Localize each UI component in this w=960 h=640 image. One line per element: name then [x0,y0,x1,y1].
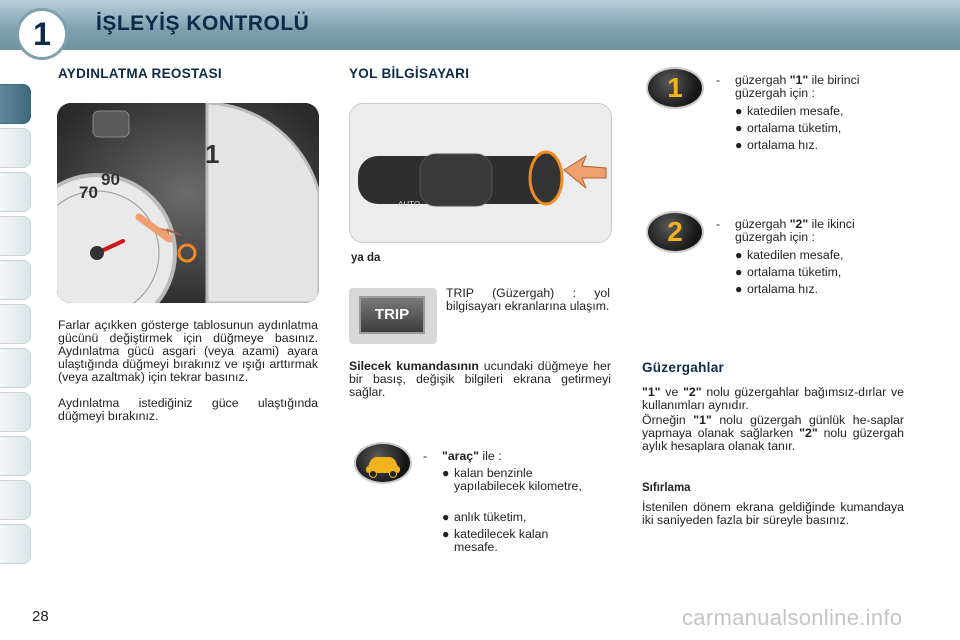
section-heading-trips: Güzergahlar [642,360,725,375]
bullet-icon: ● [442,510,450,524]
trip-1-pre: güzergah [735,73,790,87]
section-heading-trip-computer: YOL BİLGİSAYARI [349,66,470,81]
list-item [735,283,818,296]
list-item-text: anlık tüketim, [454,510,527,524]
vehicle-heading [442,450,502,463]
bullet-icon: ● [442,466,450,480]
list-item-text: ortalama hız. [747,138,819,152]
page-header [0,0,960,50]
list-item-text: ortalama tüketim, [747,121,842,135]
trip-2-dash: - [716,217,721,231]
trips-p2-mid: nolu güzergah günlük he-saplar yapmaya olanak sağlarken [642,413,904,440]
list-item-text: ortalama tüketim, [747,265,842,279]
vehicle-icon [354,442,412,484]
bullet-icon: ● [735,138,743,152]
trip-1-heading [735,74,905,100]
list-item [735,266,841,279]
list-item [735,139,818,152]
trip-2-icon-number: 2 [667,216,683,247]
bullet-icon: ● [735,282,743,296]
vehicle-dash: - [423,449,428,463]
trip-2-pre: güzergah [735,217,790,231]
wiper-button-rest: ucundaki düğmeye her bir basış, değişik bilgileri ekrana getirmeyi sağlar. [349,359,611,399]
vehicle-heading-bold: "araç" [442,449,479,463]
list-item [735,249,843,262]
list-item-text: katedilecek kalan mesafe. [454,527,549,554]
bullet-icon: ● [735,121,743,135]
trip-2-bold: "2" [789,217,809,231]
bullet-icon: ● [735,104,743,118]
side-tab-active[interactable] [0,84,31,124]
trip-description: TRIP (Güzergah) : yol bilgisayarı ekranlarına ulaşım. [446,286,610,313]
list-item-text: kalan benzinle yapılabilecek kilometre, [454,466,582,493]
instrument-panel-illustration [57,103,319,303]
chapter-number-badge: 1 [16,8,68,60]
trips-p2-rest: nolu güzergah aylık hesaplara olanak tanır. [642,426,905,453]
list-item [735,122,841,135]
wiper-stalk-image [349,103,612,243]
rheostat-paragraph-1: Farlar açıkken gösterge tablosunun aydınlatma gücünü değiştirmek için düğmeye basınız. Aydınlatma gücü asgari (veya azami) ayara ulaştığında düğmeyi bırakınız ve ışığı arttırmak (veya azaltmak) için tekrar basınız. [58,318,318,384]
list-item-text: katedilen mesafe, [747,104,844,118]
list-item [442,528,592,554]
trip-1-post: ile birinci güzergah için : [735,73,860,100]
side-tab[interactable] [0,304,31,344]
side-tab-strip [0,66,34,576]
side-tab[interactable] [0,172,31,212]
trips-p1-rest: nolu güzergahlar bağımsız-dırlar ve kullanımları aynıdır. [642,385,904,412]
trips-p2-bold-1: "1" [693,413,712,427]
instrument-panel-image [57,103,319,303]
trip-button-image [349,288,437,344]
side-tab[interactable] [0,480,31,520]
trips-p1-bold-2: "2" [683,385,702,399]
gauge-label: 1 [205,139,220,169]
trip-1-icon-number: 1 [667,72,683,103]
watermark: carmanualsonline.info [682,605,903,630]
rheostat-paragraph-2: Aydınlatma istediğiniz güce ulaştığında düğmeyi bırakınız. [58,396,318,423]
trips-p1-bold-1: "1" [642,385,661,399]
reset-paragraph: İstenilen dönem ekrana geldiğinde kumandaya iki saniyeden fazla bir süreyle basınız. [642,500,904,527]
car-icon [356,444,410,482]
list-item [442,511,592,524]
gauge-label: 90 [101,170,120,189]
wiper-button-bold: Silecek kumandasının [349,359,479,373]
trip-1-dash: - [716,73,721,87]
list-item-text: ortalama hız. [747,282,819,296]
trip-1-icon [646,67,704,109]
trips-p1-mid: ve [660,385,684,399]
side-tab[interactable] [0,260,31,300]
vehicle-heading-rest: ile : [478,449,502,463]
side-tab[interactable] [0,392,31,432]
reset-heading: Sıfırlama [642,482,691,494]
trips-p2-bold-2: "2" [799,426,818,440]
trip-button: TRIP [359,296,425,334]
trip-1-bold: "1" [789,73,809,87]
wiper-stalk-illustration [350,104,611,242]
stalk-label: AUTO [398,200,421,209]
list-item [735,105,843,118]
list-item-text: katedilen mesafe, [747,248,844,262]
chapter-title: İŞLEYİŞ KONTROLÜ [96,12,310,35]
wiper-button-description [349,360,611,399]
trips-p2-pre: Örneğin [642,413,694,427]
trips-paragraph-1 [642,386,904,412]
side-tab[interactable] [0,216,31,256]
trip-2-icon [646,211,704,253]
page-number: 28 [32,608,49,625]
bullet-icon: ● [442,527,450,541]
trip-2-heading [735,218,905,244]
trips-paragraph-2 [642,414,904,453]
trip-2-post: ile ikinci güzergah için : [735,217,855,244]
list-item [442,467,592,493]
side-tab[interactable] [0,128,31,168]
gauge-label: 70 [79,183,98,202]
side-tab[interactable] [0,436,31,476]
side-tab[interactable] [0,524,31,564]
bullet-icon: ● [735,248,743,262]
bullet-icon: ● [735,265,743,279]
side-tab[interactable] [0,348,31,388]
or-label: ya da [351,252,381,264]
section-heading-rheostat: AYDINLATMA REOSTASI [58,66,222,81]
